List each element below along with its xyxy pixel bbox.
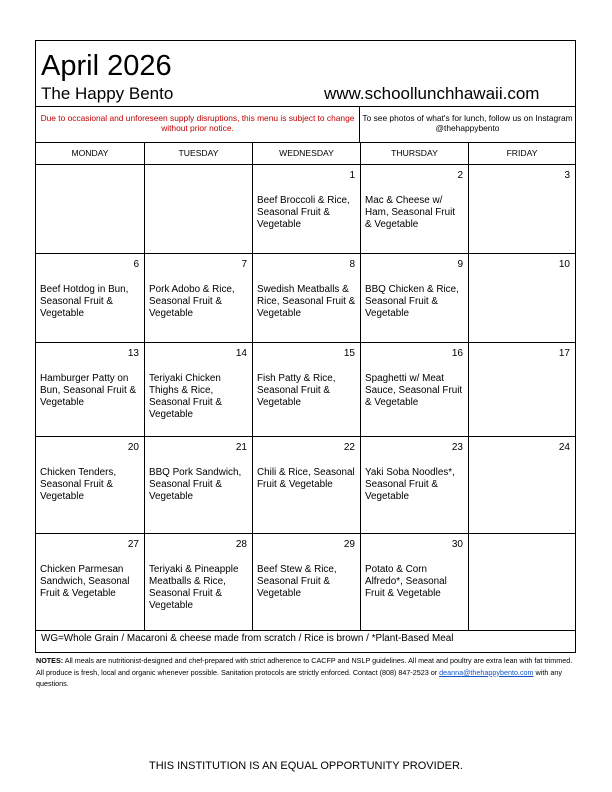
date-number: 24	[558, 442, 570, 453]
footer-statement: THIS INSTITUTION IS AN EQUAL OPPORTUNITY PROVIDER.	[149, 760, 463, 772]
date-number: 2	[457, 170, 463, 181]
day-cell	[253, 533, 361, 630]
day-cell	[253, 164, 361, 253]
date-number: 13	[127, 348, 139, 359]
date-number: 10	[558, 259, 570, 270]
date-number: 14	[235, 348, 247, 359]
day-cell	[361, 342, 469, 436]
weekday-header-row	[36, 142, 575, 165]
meal-text: Teriyaki & Pineapple Meatballs & Rice, Seasonal Fruit & Vegetable	[149, 564, 239, 611]
week-row	[36, 342, 575, 437]
notes-suffix: with any questions.	[36, 667, 562, 688]
day-cell	[145, 164, 253, 253]
menu-calendar	[35, 40, 576, 653]
week-row	[36, 436, 575, 534]
meal-text: Mac & Cheese w/ Ham, Seasonal Fruit & Vegetable	[365, 195, 456, 230]
day-cell	[145, 253, 253, 342]
date-number: 23	[451, 442, 463, 453]
date-number: 22	[343, 442, 355, 453]
day-cell	[36, 436, 145, 533]
date-number: 30	[451, 539, 463, 550]
day-cell	[469, 253, 575, 342]
day-cell	[361, 164, 469, 253]
notice-row	[36, 106, 575, 143]
meal-text: Chicken Parmesan Sandwich, Seasonal Fruit & Vegetable	[40, 564, 130, 599]
day-cell	[469, 533, 575, 630]
day-header-wednesday: WEDNESDAY	[253, 142, 361, 164]
date-number: 1	[349, 170, 355, 181]
day-cell	[145, 342, 253, 436]
meal-text: Hamburger Patty on Bun, Seasonal Fruit & Vegetable	[40, 373, 137, 408]
day-cell	[145, 533, 253, 630]
date-number: 8	[349, 259, 355, 270]
date-number: 7	[241, 259, 247, 270]
day-cell	[361, 533, 469, 630]
day-header-monday: MONDAY	[36, 142, 145, 164]
day-header-friday: FRIDAY	[506, 148, 538, 158]
meal-text: Potato & Corn Alfredo*, Seasonal Fruit & Vegetable	[365, 564, 447, 599]
email-link[interactable]: deanna@thehappybento.com	[439, 667, 534, 677]
meal-text: Chili & Rice, Seasonal Fruit & Vegetable	[257, 467, 355, 490]
week-row	[36, 253, 575, 343]
day-cell	[36, 253, 145, 342]
page-title: April 2026	[41, 50, 172, 82]
day-cell	[36, 342, 145, 436]
day-cell	[469, 436, 575, 533]
day-cell	[253, 436, 361, 533]
date-number: 29	[343, 539, 355, 550]
meal-text: BBQ Chicken & Rice, Seasonal Fruit & Vegetable	[365, 284, 459, 319]
brand-name: The Happy Bento	[41, 84, 174, 103]
day-cell	[253, 253, 361, 342]
meal-text: Teriyaki Chicken Thighs & Rice, Seasonal Fruit & Vegetable	[149, 373, 223, 420]
meal-text: Beef Broccoli & Rice, Seasonal Fruit & Vegetable	[257, 195, 350, 230]
day-header-thursday: THURSDAY	[361, 142, 469, 164]
meal-text: Swedish Meatballs & Rice, Seasonal Fruit & Vegetable	[257, 284, 356, 319]
meal-text: BBQ Pork Sandwich, Seasonal Fruit & Vegetable	[149, 467, 242, 502]
day-cell	[36, 533, 145, 630]
notes-text: All meals are nutritionist-designed and chef-prepared with strict adherence to CACFP and NSLP guidelines. All meat and poultry are extra lean with fat trimmed. All produce is fresh, local and organic whenever possible. Sanitation protocols are strictly enforced. Contact (808) 847-2523 or	[36, 656, 573, 677]
meal-text: Spaghetti w/ Meat Sauce, Seasonal Fruit & Vegetable	[365, 373, 463, 408]
meal-text: Chicken Tenders, Seasonal Fruit & Vegetable	[40, 467, 117, 502]
instagram-notice: To see photos of what's for lunch, follow us on Instagram @thehappybento	[362, 113, 573, 133]
meal-text: Yaki Soba Noodles*, Seasonal Fruit & Vegetable	[365, 467, 455, 502]
meal-text: Fish Patty & Rice, Seasonal Fruit & Vegetable	[257, 373, 336, 408]
date-number: 15	[343, 348, 355, 359]
notes-label: NOTES:	[36, 656, 64, 665]
meal-text: Beef Stew & Rice, Seasonal Fruit & Vegetable	[257, 564, 337, 599]
date-number: 21	[235, 442, 247, 453]
date-number: 6	[133, 259, 139, 270]
date-number: 20	[127, 442, 139, 453]
meal-text: Beef Hotdog in Bun, Seasonal Fruit & Vegetable	[40, 284, 129, 319]
legend: WG=Whole Grain / Macaroni & cheese made from scratch / Rice is brown / *Plant-Based Meal	[41, 633, 454, 644]
week-row	[36, 533, 575, 631]
date-number: 28	[235, 539, 247, 550]
day-cell	[469, 342, 575, 436]
day-cell	[145, 436, 253, 533]
date-number: 9	[457, 259, 463, 270]
website-link[interactable]: www.schoollunchhawaii.com	[324, 84, 540, 103]
day-cell	[361, 436, 469, 533]
notes-section	[36, 655, 578, 690]
calendar-header	[36, 41, 575, 107]
day-cell	[36, 164, 145, 253]
date-number: 3	[564, 170, 570, 181]
date-number: 16	[451, 348, 463, 359]
day-cell	[469, 164, 575, 253]
date-number: 17	[558, 348, 570, 359]
date-number: 27	[127, 539, 139, 550]
disclaimer-notice: Due to occasional and unforeseen supply disruptions, this menu is subject to change without prior notice.	[36, 106, 360, 142]
meal-text: Pork Adobo & Rice, Seasonal Fruit & Vegetable	[149, 284, 235, 319]
day-cell	[253, 342, 361, 436]
day-cell	[361, 253, 469, 342]
week-row	[36, 164, 575, 254]
day-header-tuesday: TUESDAY	[145, 142, 253, 164]
